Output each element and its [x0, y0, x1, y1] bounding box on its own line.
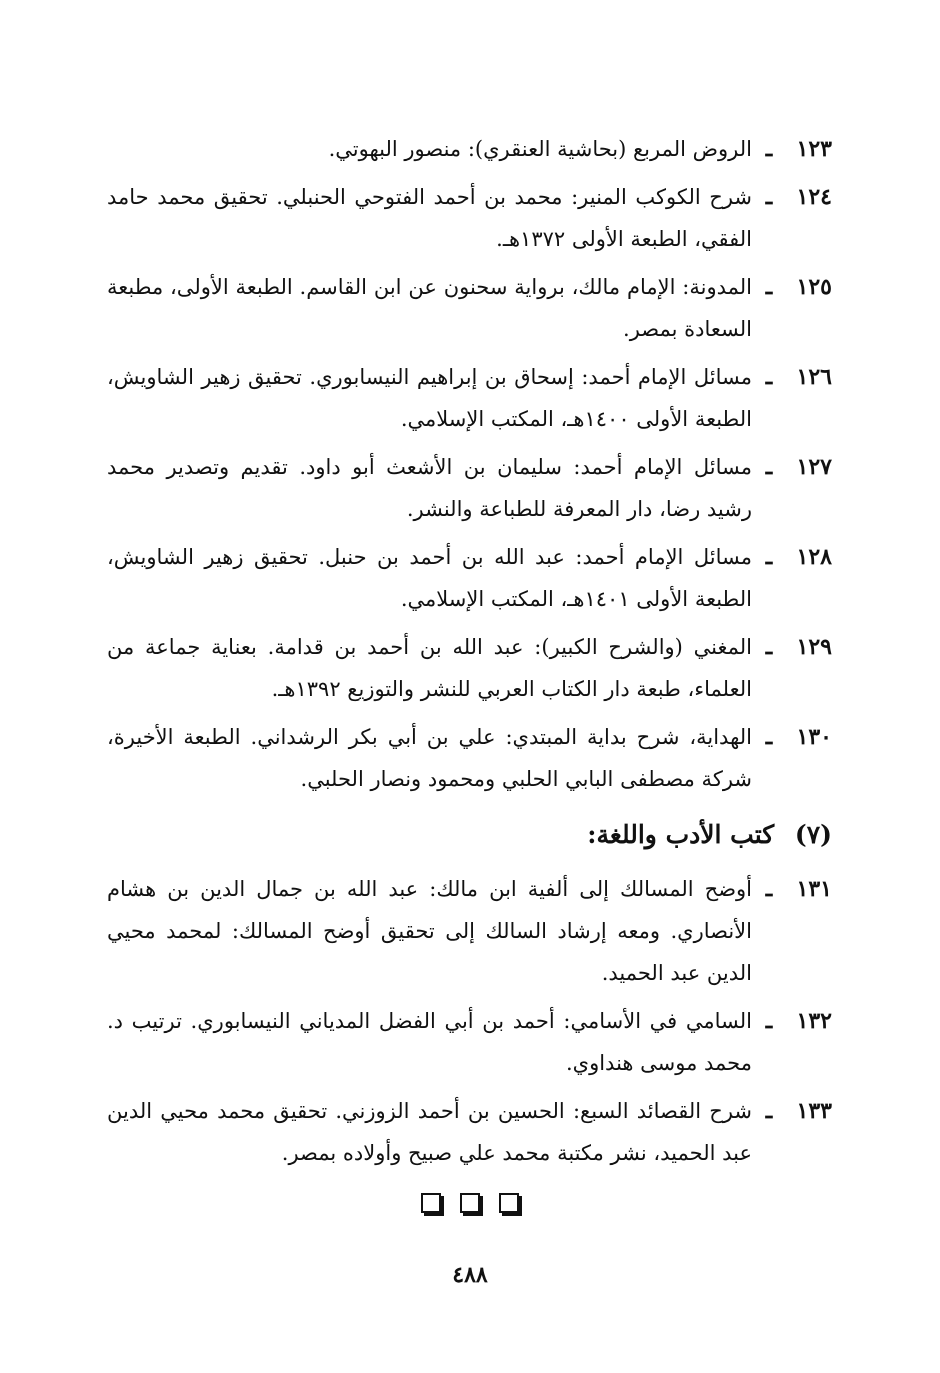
bibliography-entry — [107, 868, 832, 994]
bibliography-entry — [107, 266, 832, 350]
entry-dash: ـ — [765, 1008, 773, 1034]
square-box-icon — [460, 1193, 480, 1213]
entry-number: ١٣٠ — [796, 724, 832, 750]
entry-number: ١٢٨ — [796, 544, 832, 570]
entry-text: السامي في الأسامي: أحمد بن أبي الفضل المدياني النيسابوري. ترتيب د. محمد موسى هنداوي. — [107, 1009, 752, 1075]
bibliography-list — [107, 128, 832, 1180]
entry-text: الروض المربع (بحاشية العنقري): منصور البهوتي. — [328, 137, 752, 161]
bibliography-entry — [107, 1000, 832, 1084]
entry-number: ١٣١ — [796, 876, 832, 902]
entry-dash: ـ — [765, 184, 773, 210]
entry-number: ١٢٧ — [796, 454, 832, 480]
section-number: (٧) — [794, 820, 832, 849]
section-heading — [107, 810, 832, 860]
section-title: كتب الأدب واللغة: — [587, 820, 775, 849]
entry-number: ١٢٥ — [796, 274, 832, 300]
square-box-icon — [421, 1193, 441, 1213]
entry-text: مسائل الإمام أحمد: عبد الله بن أحمد بن حنبل. تحقيق زهير الشاويش، الطبعة الأولى ١٤٠١هـ، المكتب الإسلامي. — [107, 545, 752, 611]
bibliography-entry — [107, 128, 832, 170]
entry-text: الهداية، شرح بداية المبتدي: علي بن أبي بكر الرشداني. الطبعة الأخيرة، شركة مصطفى البابي الحلبي ومحمود ونصار الحلبي. — [107, 725, 752, 791]
entry-dash: ـ — [765, 454, 773, 480]
entry-dash: ـ — [765, 634, 773, 660]
entry-text: مسائل الإمام أحمد: إسحاق بن إبراهيم النيسابوري. تحقيق زهير الشاويش، الطبعة الأولى ١٤٠٠هـ، المكتب الإسلامي. — [107, 365, 752, 431]
entry-text: المدونة: الإمام مالك، برواية سحنون عن ابن القاسم. الطبعة الأولى، مطبعة السعادة بمصر. — [107, 275, 752, 341]
entry-number: ١٢٣ — [796, 136, 832, 162]
entry-number: ١٣٢ — [796, 1008, 832, 1034]
bibliography-entry — [107, 716, 832, 800]
end-of-section-marks — [0, 1192, 940, 1213]
entry-text: أوضح المسالك إلى ألفية ابن مالك: عبد الله بن جمال الدين بن هشام الأنصاري. ومعه إرشاد السالك إلى تحقيق أوضح المسالك: لمحمد محيي الدين عبد الحميد. — [107, 877, 752, 985]
bibliography-entry — [107, 356, 832, 440]
entry-dash: ـ — [765, 544, 773, 570]
entry-text: شرح القصائد السبع: الحسين بن أحمد الزوزني. تحقيق محمد محيي الدين عبد الحميد، نشر مكتبة محمد علي صبيح وأولاده بمصر. — [107, 1099, 752, 1165]
entry-number: ١٢٤ — [796, 184, 832, 210]
entry-number: ١٣٣ — [796, 1098, 832, 1124]
entry-dash: ـ — [765, 876, 773, 902]
entry-text: شرح الكوكب المنير: محمد بن أحمد الفتوحي الحنبلي. تحقيق محمد حامد الفقي، الطبعة الأولى ١٣٧٢هـ. — [107, 185, 752, 251]
entry-text: مسائل الإمام أحمد: سليمان بن الأشعث أبو داود. تقديم وتصدير محمد رشيد رضا، دار المعرفة للطباعة والنشر. — [107, 455, 752, 521]
square-box-icon — [499, 1193, 519, 1213]
entry-dash: ـ — [765, 136, 773, 162]
bibliography-entry — [107, 446, 832, 530]
bibliography-entry — [107, 1090, 832, 1174]
entry-number: ١٢٦ — [796, 364, 832, 390]
entry-dash: ـ — [765, 274, 773, 300]
bibliography-entry — [107, 536, 832, 620]
entry-text: المغني (والشرح الكبير): عبد الله بن أحمد بن قدامة. بعناية جماعة من العلماء، طبعة دار الكتاب العربي للنشر والتوزيع ١٣٩٢هـ. — [107, 635, 752, 701]
page-number: ٤٨٨ — [452, 1262, 488, 1288]
entry-number: ١٢٩ — [796, 634, 832, 660]
bibliography-entry — [107, 626, 832, 710]
entry-dash: ـ — [765, 724, 773, 750]
entry-dash: ـ — [765, 364, 773, 390]
bibliography-entry — [107, 176, 832, 260]
entry-dash: ـ — [765, 1098, 773, 1124]
